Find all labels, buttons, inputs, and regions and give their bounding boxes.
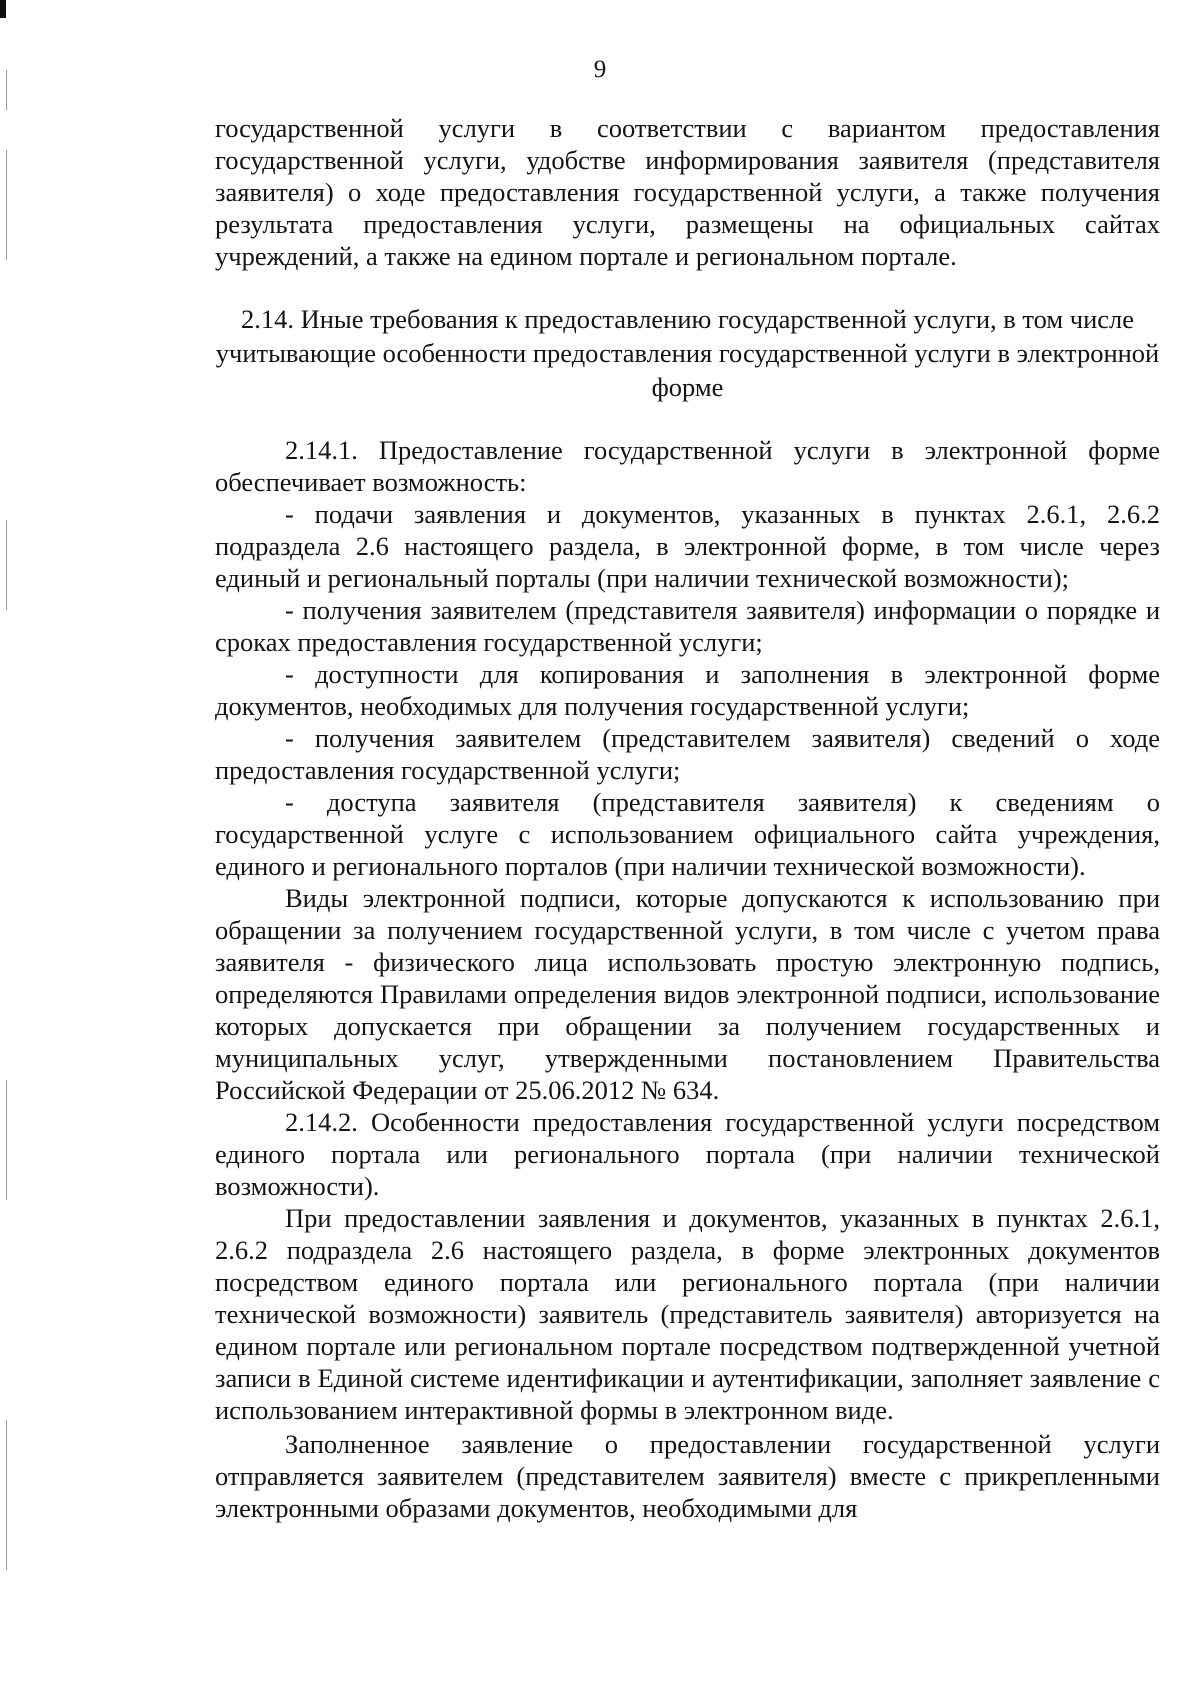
list-item: - подачи заявления и документов, указанных в пунктах 2.6.1, 2.6.2 подраздела 2.6 настоящего раздела, в электронной форме, в том числе через единый и региональный порталы (при наличии технической возможности); [215, 499, 1160, 593]
list-item: - доступности для копирования и заполнения в электронной форме документов, необходимых для получения государственной услуги; [215, 659, 1160, 721]
list-item: - получения заявителем (представителем заявителя) сведений о ходе предоставления государственной услуги; [215, 723, 1160, 785]
document-body [215, 112, 1160, 1524]
scan-artifact [0, 0, 6, 18]
paragraph-filled-application: Заполненное заявление о предоставлении государственной услуги отправляется заявителем (представителем заявителя) вместе с прикрепленными электронными образами документов, необходимыми для [215, 1429, 1160, 1523]
paragraph-2-14-2: 2.14.2. Особенности предоставления государственной услуги посредством единого портала или регионального портала (при наличии технической возможности). [215, 1107, 1160, 1201]
paragraph-continuation: государственной услуги в соответствии с вариантом предоставления государственной услуги, удобстве информирования заявителя (представителя заявителя) о ходе предоставления государственной услуги, а также получения результата предоставления услуги, размещены на официальных сайтах учреждений, а также на едином портале и региональном портале. [215, 113, 1160, 271]
list-item: - получения заявителем (представителя заявителя) информации о порядке и сроках предоставления государственной услуги; [215, 595, 1160, 657]
section-heading: 2.14. Иные требования к предоставлению государственной услуги, в том числе учитывающие особенности предоставления государственной услуги в электронной форме [215, 304, 1160, 402]
list-item: - доступа заявителя (представителя заявителя) к сведениям о государственной услуге с использованием официального сайта учреждения, единого и регионального порталов (при наличии технической возможности). [215, 787, 1160, 881]
margin-line [6, 520, 7, 610]
margin-line [6, 1420, 7, 1570]
paragraph-portal-submission: При предоставлении заявления и документов, указанных в пунктах 2.6.1, 2.6.2 подраздела 2.6 настоящего раздела, в форме электронных документов посредством единого портала или регионального портала (при наличии технической возможности) заявитель (представитель заявителя) авторизуется на едином портале или региональном портале посредством подтвержденной учетной записи в Единой системе идентификации и аутентификации, заполняет заявление с использованием интерактивной формы в электронном виде. [215, 1203, 1160, 1425]
margin-line [6, 1080, 7, 1200]
paragraph-signature-types: Виды электронной подписи, которые допускаются к использованию при обращении за получением государственной услуги, в том числе с учетом права заявителя - физического лица использовать простую электронную подпись, определяются Правилами определения видов электронной подписи, использование которых допускается при обращении за получением государственных и муниципальных услуг, утвержденными постановлением Правительства Российской Федерации от 25.06.2012 № 634. [215, 883, 1160, 1105]
paragraph-2-14-1: 2.14.1. Предоставление государственной услуги в электронной форме обеспечивает возможность: [215, 435, 1160, 497]
margin-line [6, 150, 7, 260]
page-number: 9 [593, 56, 607, 83]
